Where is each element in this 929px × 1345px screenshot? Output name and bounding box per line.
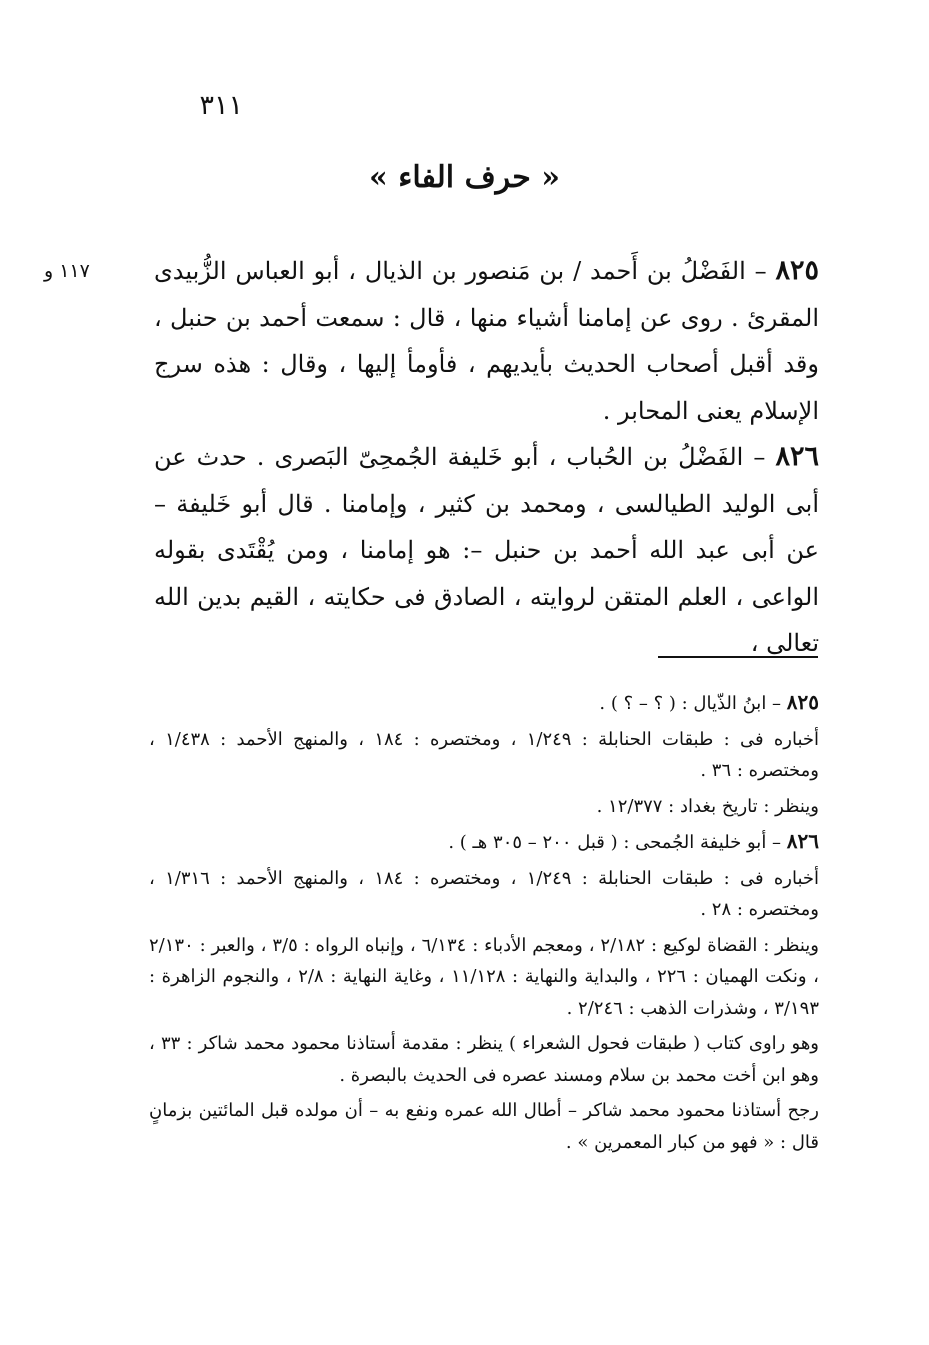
footnote-text: وهو راوى كتاب ( طبقات فحول الشعراء ) ينظر : مقدمة أستاذنا محمود محمد شاكر : ٣٣ ، وهو ابن أخت محمد بن سلام ومسند عصره فى الحديث بالبصرة . xyxy=(149,1033,820,1086)
footnote-text: – ابنُ الذّيال : ( ؟ – ؟ ) . xyxy=(599,693,787,714)
footnote-number: ٨٢٦ xyxy=(786,829,819,853)
footnotes xyxy=(149,687,819,1162)
margin-reference: ١١٧ و xyxy=(44,260,90,282)
footnote-text: وينظر : تاريخ بغداد : ١٢/٣٧٧ . xyxy=(596,795,819,817)
chapter-title: « حرف الفاء » xyxy=(369,160,560,195)
footnote-text: وينظر : القضاة لوكيع : ٢/١٨٢ ، ومعجم الأدباء : ٦/١٣٤ ، وإنباه الرواه : ٣/٥ ، والعبر : ٢/١٣٠ ، ونكت الهميان : ٢٢٦ ، والبداية والنهاية : ١١/١٢٨ ، وغاية النهاية : ٢/٨ ، والنجوم الزاهرة : ٣/١٩٣ ، وشذرات الذهب : ٢/٢٤٦ . xyxy=(149,934,819,1019)
footnote-item xyxy=(149,1028,819,1091)
footnote-divider xyxy=(658,656,818,658)
entry-number: ٨٢٦ xyxy=(775,441,819,472)
page-number: ٣١١ xyxy=(199,90,243,121)
entry-826 xyxy=(154,434,819,667)
footnote-number: ٨٢٥ xyxy=(786,690,819,714)
footnote-text: أخباره فى : طبقات الحنابلة : ١/٢٤٩ ، ومختصره : ١٨٤ ، والمنهج الأحمد : ١/٣١٦ ، ومختصره : ٢٨ . xyxy=(149,867,820,920)
main-text xyxy=(154,248,819,667)
footnote-item xyxy=(149,1095,819,1158)
footnote-text: أخباره فى : طبقات الحنابلة : ١/٢٤٩ ، ومختصره : ١٨٤ ، والمنهج الأحمد : ١/٤٣٨ ، ومختصره : ٣٦ . xyxy=(149,728,820,781)
footnote-item xyxy=(149,791,819,823)
footnote-item xyxy=(149,826,819,859)
footnote-item xyxy=(149,724,819,787)
footnote-item xyxy=(149,863,819,926)
footnote-item xyxy=(149,930,819,1025)
footnote-item xyxy=(149,687,819,720)
footnote-text: – أبو خليفة الجُمحى : ( قبل ٢٠٠ – ٣٠٥ هـ ) . xyxy=(448,832,787,853)
footnote-text: رجح أستاذنا محمود محمد شاكر – أطال الله عمره ونفع به – أن مولده قبل المائتين بزمانٍ قال : « فهو من كبار المعمرين » . xyxy=(149,1100,819,1153)
entry-text: – الفَضْلُ بن الحُباب ، أبو خَليفة الجُمحِىّ البَصرى . حدث عن أبى الوليد الطيالسى ، ومحمد بن كثير ، وإمامنا . قال أبو خَليفة – عن أبى عبد الله أحمد بن حنبل –: هو إمامنا ، ومن يُقْتَدى بقوله الواعى ، العلم المتقن لروايته ، الصادق فى حكايته ، القيم بدين الله تعالى ، xyxy=(154,443,819,657)
entry-number: ٨٢٥ xyxy=(775,255,820,286)
entry-825 xyxy=(154,248,819,434)
entry-text: – الفَضْلُ بن أَحمد / بن مَنصور بن الذيال ، أبو العباس الزُّبيدى المقرىٔ . روى عن إمامنا أشياء منها ، قال : سمعت أحمد بن حنبل ، وقد أقبل أصحاب الحديث بأيديهم ، فأومأ إليها ، وقال : هذه سرج الإسلام يعنى المحابر . xyxy=(154,257,819,425)
